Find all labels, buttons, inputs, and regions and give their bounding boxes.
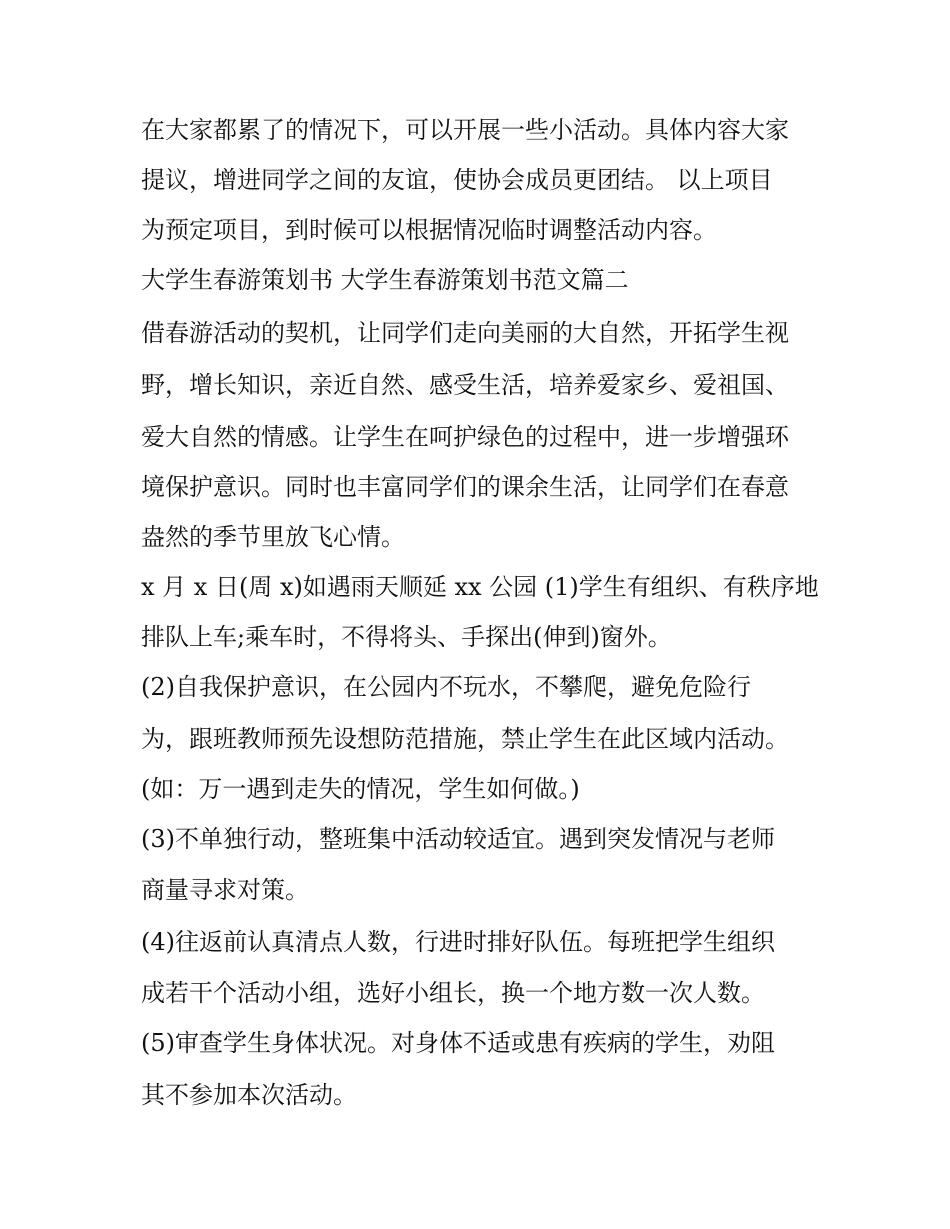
- text-line: 野，增长知识，亲近自然、感受生活，培养爱家乡、爱祖国、: [141, 371, 789, 399]
- text-line: 提议，增进同学之间的友谊，使协会成员更团结。 以上项目: [141, 166, 773, 194]
- text-line: 境保护意识。同时也丰富同学们的课余生活，让同学们在春意: [141, 473, 789, 501]
- text-line: (如：万一遇到走失的情况，学生如何做。): [141, 775, 580, 803]
- section-heading: 大学生春游策划书 大学生春游策划书范文篇二: [141, 266, 629, 294]
- text-line: (3)不单独行动，整班集中活动较适宜。遇到突发情况与老师: [141, 825, 775, 853]
- text-line: 为预定项目，到时候可以根据情况临时调整活动内容。: [141, 216, 717, 244]
- text-line: (2)自我保护意识，在公园内不玩水，不攀爬，避免危险行: [141, 673, 751, 701]
- text-line: 盎然的季节里放飞心情。: [141, 523, 405, 551]
- text-line: 在大家都累了的情况下，可以开展一些小活动。具体内容大家: [141, 116, 789, 144]
- text-line: x 月 x 日(周 x)如遇雨天顺延 xx 公园 (1)学生有组织、有秩序地: [141, 573, 819, 601]
- text-line: (5)审查学生身体状况。对身体不适或患有疾病的学生，劝阻: [141, 1029, 775, 1057]
- text-line: 商量寻求对策。: [141, 876, 309, 904]
- text-line: 成若干个活动小组，选好小组长，换一个地方数一次人数。: [141, 979, 765, 1007]
- text-line: 排队上车;乘车时，不得将头、手探出(伸到)窗外。: [141, 623, 672, 651]
- text-line: 为，跟班教师预先设想防范措施，禁止学生在此区域内活动。: [141, 725, 789, 753]
- text-line: (4)往返前认真清点人数，行进时排好队伍。每班把学生组织: [141, 928, 775, 956]
- text-line: 其不参加本次活动。: [141, 1081, 357, 1109]
- text-line: 借春游活动的契机，让同学们走向美丽的大自然，开拓学生视: [141, 319, 789, 347]
- text-line: 爱大自然的情感。让学生在呵护绿色的过程中，进一步增强环: [141, 423, 789, 451]
